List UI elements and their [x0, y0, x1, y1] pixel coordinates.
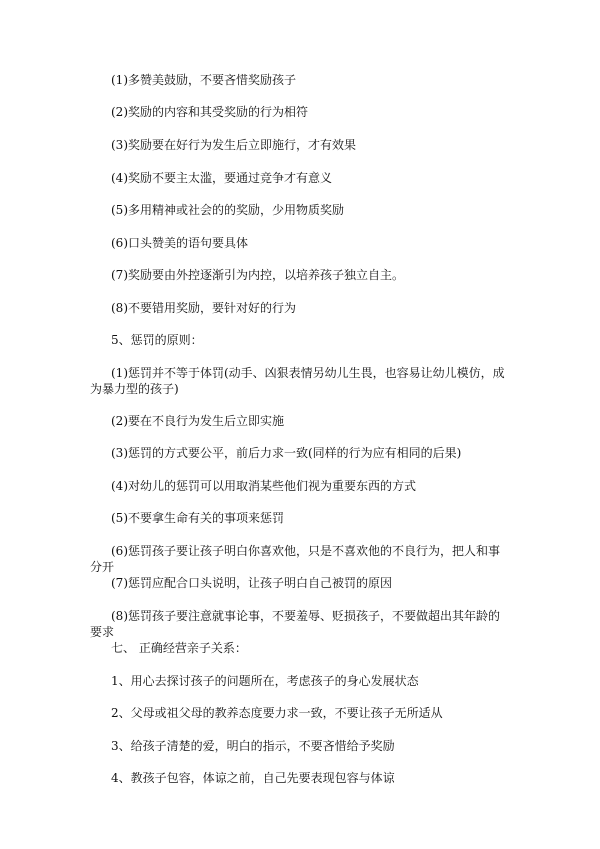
paragraph-reward-8: (8)不要错用奖励，要针对好的行为: [111, 301, 296, 315]
heading-parent-child-relationship: 七、 正确经营亲子关系：: [111, 641, 247, 655]
heading-punishment-principles: 5、惩罚的原则：: [111, 333, 203, 347]
paragraph-reward-1: (1)多赞美鼓励，不要吝惜奖励孩子: [111, 73, 296, 87]
paragraph-relationship-3: 3、给孩子清楚的爱，明白的指示，不要吝惜给予奖励: [111, 739, 395, 753]
paragraph-punishment-7: (7)惩罚应配合口头说明，让孩子明白自己被罚的原因: [111, 576, 393, 590]
paragraph-punishment-1: (1)惩罚并不等于体罚(动手、凶狠表情另幼儿生畏，也容易让幼儿模仿，成为暴力型的孩子): [90, 366, 505, 396]
paragraph-relationship-4: 4、教孩子包容，体谅之前，自己先要表现包容与体谅: [111, 771, 395, 785]
paragraph-reward-6: (6)口头赞美的语句要具体: [111, 236, 248, 250]
paragraph-punishment-3: (3)惩罚的方式要公平，前后力求一致(同样的行为应有相同的后果): [111, 446, 462, 460]
paragraph-punishment-2: (2)要在不良行为发生后立即实施: [111, 414, 284, 428]
paragraph-relationship-1: 1、用心去探讨孩子的问题所在，考虑孩子的身心发展状态: [111, 674, 419, 688]
paragraph-reward-5: (5)多用精神或社会的的奖励，少用物质奖励: [111, 203, 344, 217]
paragraph-punishment-4: (4)对幼儿的惩罚可以用取消某些他们视为重要东西的方式: [111, 479, 417, 493]
paragraph-reward-2: (2)奖励的内容和其受奖励的行为相符: [111, 105, 308, 119]
paragraph-punishment-8: (8)惩罚孩子要注意就事论事，不要羞辱、贬损孩子，不要做超出其年龄的要求: [90, 609, 501, 639]
paragraph-punishment-6: (6)惩罚孩子要让孩子明白你喜欢他，只是不喜欢他的不良行为，把人和事分开: [90, 544, 501, 574]
paragraph-relationship-2: 2、父母或祖父母的教养态度要力求一致，不要让孩子无所适从: [111, 706, 443, 720]
paragraph-punishment-5: (5)不要拿生命有关的事项来惩罚: [111, 511, 284, 525]
paragraph-reward-3: (3)奖励要在好行为发生后立即施行，才有效果: [111, 138, 356, 152]
paragraph-reward-7: (7)奖励要由外控逐渐引为内控，以培养孩子独立自主。: [111, 268, 405, 282]
paragraph-reward-4: (4)奖励不要主太滥，要通过竞争才有意义: [111, 171, 332, 185]
